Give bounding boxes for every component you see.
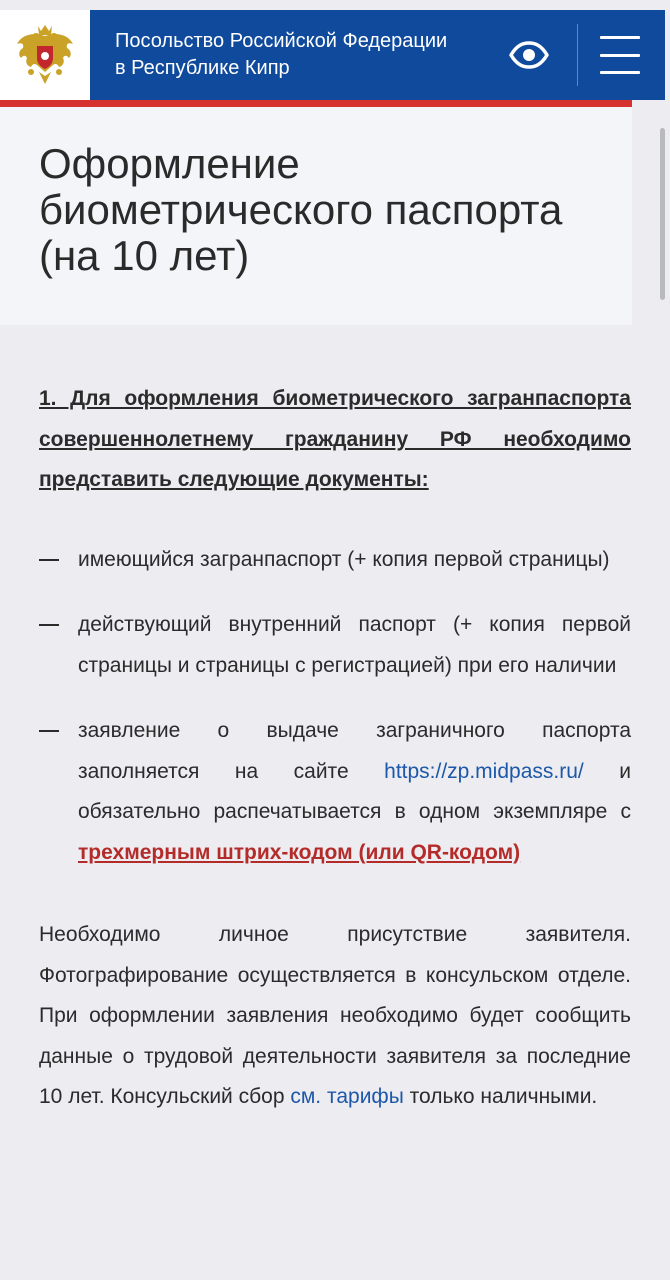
embassy-title-line2: в Республике Кипр <box>115 57 290 79</box>
header-divider <box>577 24 578 86</box>
menu-button[interactable] <box>600 36 646 74</box>
dash-bullet-icon <box>39 711 61 751</box>
scrollbar[interactable] <box>660 128 665 300</box>
eye-icon <box>509 41 549 69</box>
accessibility-toggle-button[interactable] <box>506 36 552 74</box>
note-paragraph: Необходимо личное присутствие заявителя. Фотографирование осуществляется в консульском отделе. При оформлении заявления необходимо будет сообщить данные о трудовой деятельности заявителя за последние 10 лет. Консульский сбор см. тарифы только наличными. <box>39 923 631 1108</box>
dash-bullet-icon <box>39 605 61 645</box>
fees-link[interactable]: см. тарифы <box>290 1085 404 1108</box>
site-header <box>0 10 665 100</box>
midpass-link[interactable]: https://zp.midpass.ru/ <box>384 759 584 783</box>
page-title-block <box>0 107 632 325</box>
barcode-info-link[interactable]: трехмерным штрих-кодом (или QR-кодом) <box>78 840 521 864</box>
embassy-title[interactable] <box>115 28 495 82</box>
coat-of-arms-icon <box>14 22 76 88</box>
page-title: Оформление биометрического паспорта (на 10 лет) <box>39 140 563 279</box>
list-item: действующий внутренний паспорт (+ копия первой страницы и страницы с регистрацией) при его наличии <box>39 605 631 686</box>
documents-list <box>39 540 631 874</box>
list-item: имеющийся загранпаспорт (+ копия первой страницы) <box>39 540 631 581</box>
hamburger-menu-icon <box>600 36 640 39</box>
header-accent-line <box>0 100 632 107</box>
section-heading: 1. Для оформления биометрического загранпаспорта совершеннолетнему гражданину РФ необходимо представить следующие документы: <box>39 387 631 491</box>
dash-bullet-icon <box>39 540 61 580</box>
logo[interactable] <box>0 10 90 100</box>
list-item: заявление о выдаче заграничного паспорта заполняется на сайте https://zp.midpass.ru/ и обязательно распечатывается в одном экземпляре с трехмерным штрих-кодом (или QR-кодом) <box>39 711 631 873</box>
embassy-title-line1: Посольство Российской Федерации <box>115 30 448 52</box>
main-content <box>39 379 631 1118</box>
